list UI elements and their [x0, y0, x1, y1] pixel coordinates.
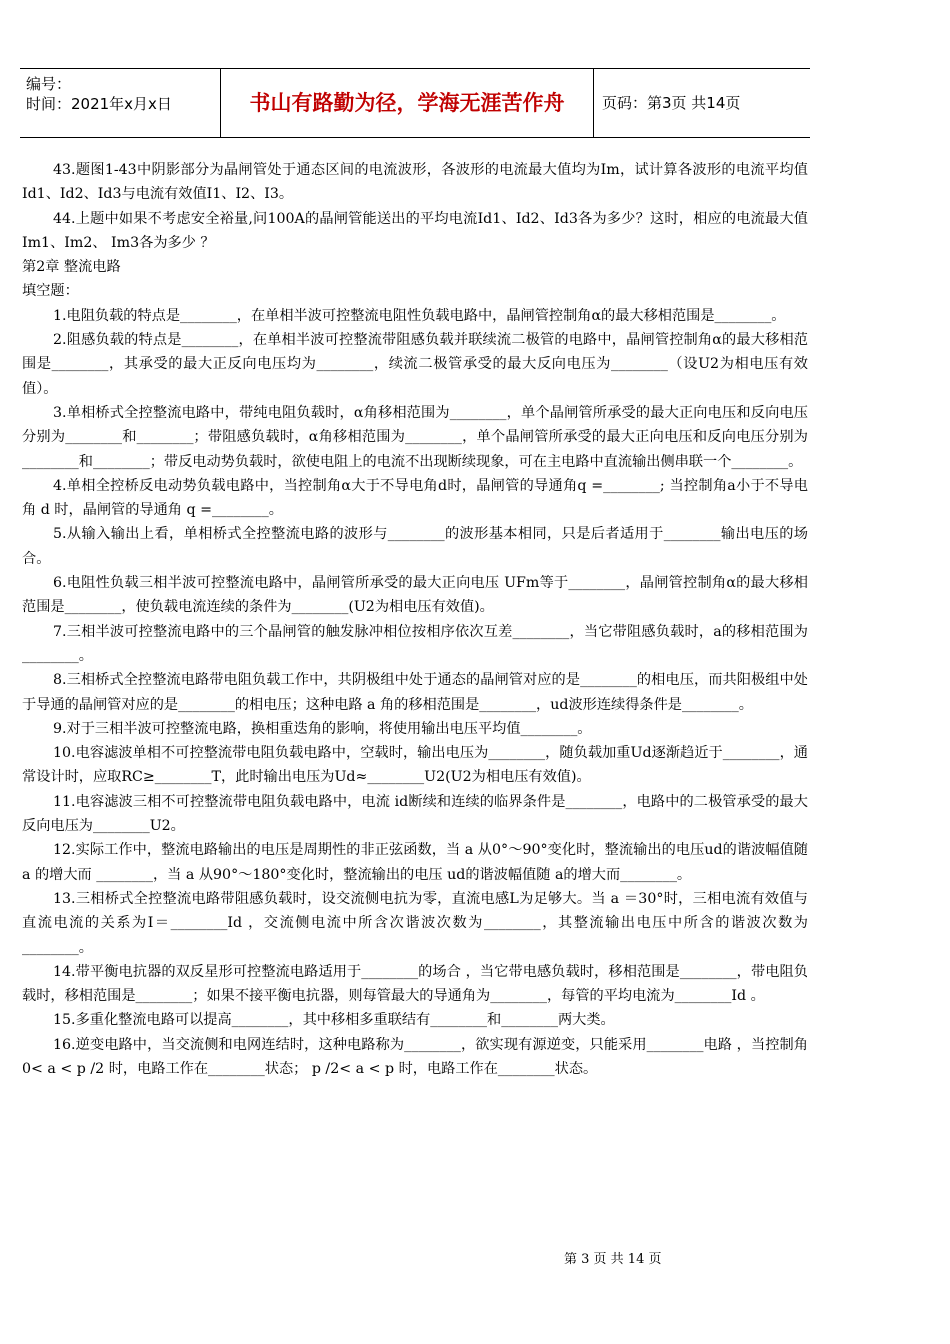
document-body [22, 158, 808, 1081]
paragraph: 10.电容滤波单相不可控整流带电阻负载电路中，空载时，输出电压为________，随负载加重Ud逐渐趋近于________，通常设计时，应取RC≥________T，此时输出电压为Ud≈________U2(U2为相电压有效值)。 [22, 745, 808, 786]
paragraph: 填空题： [22, 283, 79, 300]
paragraph: 14.带平衡电抗器的双反星形可控整流电路适用于________的场合 ，当它带电感负载时，移相范围是________，带电阻负载时，移相范围是________；如果不接平衡电抗器，则每管最大的导通角为________，每管的平均电流为________Id 。 [22, 963, 808, 1005]
paragraph: 15.多重化整流电路可以提高________，其中移相多重联结有________和________两大类。 [53, 1012, 615, 1029]
paragraph: 2.阻感负载的特点是________，在单相半波可控整流带阻感负载并联续流二极管的电路中，晶闸管控制角α的最大移相范围是________，其承受的最大正反向电压均为________，续流二极管承受的最大反向电压为________（设U2为相电压有效值）。 [22, 332, 808, 397]
paragraph: 第2章 整流电路 [22, 259, 121, 276]
page-header [20, 68, 810, 138]
paragraph: 43.题图1-43中阴影部分为晶闸管处于通态区间的电流波形，各波形的电流最大值均为Im，试计算各波形的电流平均值Id1、Id2、Id3与电流有效值I1、I2、I3。 [22, 162, 808, 203]
document-time-label: 时间：2021年x月x日 [26, 95, 172, 113]
paragraph: 7.三相半波可控整流电路中的三个晶闸管的触发脉冲相位按相序依次互差________，当它带阻感负载时，a的移相范围为________。 [22, 623, 808, 664]
paragraph: 11.电容滤波三相不可控整流带电阻负载电路中，电流 id断续和连续的临界条件是________，电路中的二极管承受的最大反向电压为________U2。 [22, 793, 808, 835]
header-motto: 书山有路勤为径，学海无涯苦作舟 [221, 69, 594, 137]
paragraph: 4.单相全控桥反电动势负载电路中，当控制角α大于不导电角d时，晶闸管的导通角q =________; 当控制角a小于不导电角 d 时，晶闸管的导通角 q =________。 [22, 477, 808, 519]
document-number-label: 编号： [26, 75, 72, 93]
header-page-info: 页码：第3页 共14页 [602, 94, 741, 112]
paragraph: 8.三相桥式全控整流电路带电阻负载工作中，共阴极组中处于通态的晶闸管对应的是________的相电压，而共阳极组中处于导通的晶闸管对应的是________的相电压；这种电路 a 角的移相范围是________，ud波形连续得条件是________。 [22, 672, 808, 713]
paragraph: 12.实际工作中，整流电路输出的电压是周期性的非正弦函数，当 a 从0°～90°变化时，整流输出的电压ud的谐波幅值随 a 的增大而 ________，当 a 从90°～180°变化时，整流输出的电压 ud的谐波幅值随 a的增大而________。 [22, 842, 808, 883]
header-meta [20, 69, 221, 137]
paragraph: 5.从输入输出上看，单相桥式全控整流电路的波形与________的波形基本相同，只是后者适用于________输出电压的场合。 [22, 526, 808, 567]
paragraph: 9.对于三相半波可控整流电路，换相重迭角的影响，将使用输出电压平均值________。 [53, 720, 592, 737]
paragraph: 1.电阻负载的特点是________，在单相半波可控整流电阻性负载电路中，晶闸管控制角α的最大移相范围是________。 [53, 307, 786, 324]
paragraph: 13.三相桥式全控整流电路带阻感负载时，设交流侧电抗为零，直流电感L为足够大。当 a ＝30°时，三相电流有效值与直流电流的关系为I＝________Id ，交流侧电流中所含次谐波次数为________，其整流输出电压中所含的谐波次数为________。 [22, 890, 808, 956]
paragraph: 6.电阻性负载三相半波可控整流电路中，晶闸管所承受的最大正向电压 UFm等于________，晶闸管控制角α的最大移相范围是________，使负载电流连续的条件为________(U2为相电压有效值)。 [22, 575, 808, 616]
page-footer: 第 3 页 共 14 页 [564, 1252, 662, 1267]
paragraph: 16.逆变电路中，当交流侧和电网连结时，这种电路称为________，欲实现有源逆变，只能采用________电路 ，当控制角 0< a < p /2 时，电路工作在________状态； p /2< a < p 时，电路工作在________状态。 [22, 1036, 808, 1077]
paragraph: 3.单相桥式全控整流电路中，带纯电阻负载时，α角移相范围为________，单个晶闸管所承受的最大正向电压和反向电压分别为________和________；带阻感负载时，α角移相范围为________，单个晶闸管所承受的最大正向电压和反向电压分别为________和________；带反电动势负载时，欲使电阻上的电流不出现断续现象，可在主电路中直流输出侧串联一个________。 [22, 404, 808, 470]
paragraph: 44.上题中如果不考虑安全裕量,问100A的晶闸管能送出的平均电流Id1、Id2、Id3各为多少？这时，相应的电流最大值Im1、Im2、 Im3各为多少 ？ [22, 210, 808, 251]
